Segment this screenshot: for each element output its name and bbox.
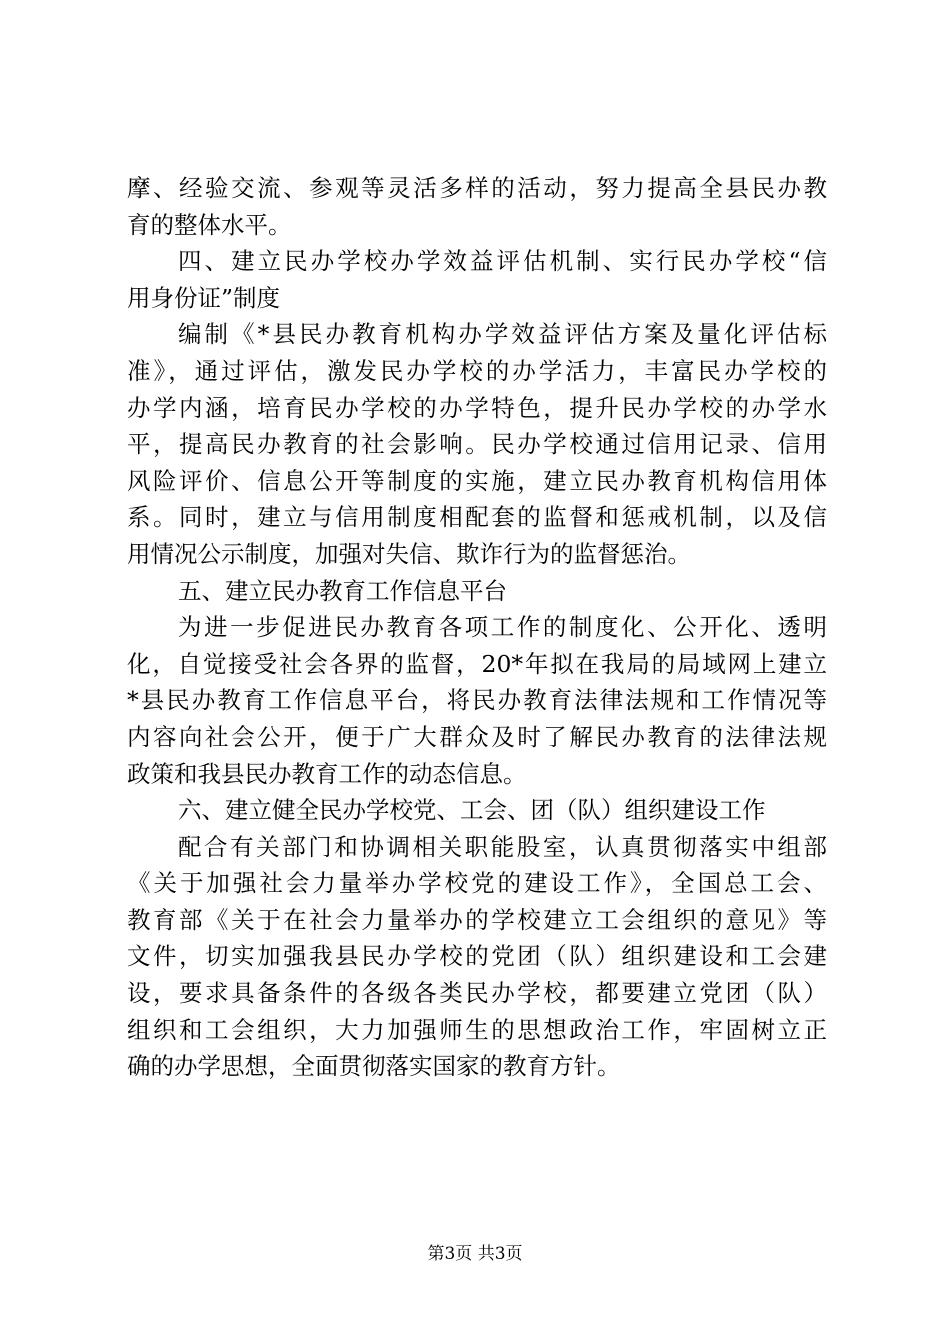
paragraph-line: 办学内涵，培育民办学校的办学特色，提升民办学校的办学水 [127, 393, 827, 422]
section-heading-line: 用身份证”制度 [127, 283, 281, 312]
paragraph-line: 政策和我县民办教育工作的动态信息。 [127, 759, 527, 788]
paragraph-line: 准》，通过评估，激发民办学校的办学活力，丰富民办学校的 [127, 356, 827, 385]
paragraph-line: 化，自觉接受社会各界的监督，20*年拟在我局的局域网上建立 [127, 649, 827, 678]
paragraph-line: 风险评价、信息公开等制度的实施，建立民办教育机构信用体 [127, 466, 827, 495]
paragraph-line: 教育部《关于在社会力量举办的学校建立工会组织的意见》等 [127, 905, 827, 934]
paragraph-line: *县民办教育工作信息平台，将民办教育法律法规和工作情况等 [127, 686, 827, 715]
paragraph-line: 平，提高民办教育的社会影响。民办学校通过信用记录、信用 [127, 430, 827, 459]
paragraph-line: 编制《*县民办教育机构办学效益评估方案及量化评估标 [178, 320, 827, 349]
section-heading-line: 四、建立民办学校办学效益评估机制、实行民办学校“信 [178, 247, 827, 276]
paragraph-line: 为进一步促进民办教育各项工作的制度化、公开化、透明 [178, 613, 827, 642]
paragraph-line: 用情况公示制度，加强对失信、欺诈行为的监督惩治。 [127, 539, 691, 568]
section-heading-line: 六、建立健全民办学校党、工会、团（队）组织建设工作 [178, 796, 766, 825]
paragraph-line: 内容向社会公开，便于广大群众及时了解民办教育的法律法规 [127, 722, 827, 751]
document-body [127, 170, 827, 1085]
paragraph-line: 育的整体水平。 [127, 210, 292, 239]
paragraph-line: 文件，切实加强我县民办学校的党团（队）组织建设和工会建 [127, 942, 827, 971]
paragraph-line: 配合有关部门和协调相关职能股室，认真贯彻落实中组部 [178, 832, 827, 861]
section-heading-line: 五、建立民办教育工作信息平台 [178, 576, 507, 605]
paragraph-line: 设，要求具备条件的各级各类民办学校，都要建立党团（队） [127, 979, 827, 1008]
page-number-footer: 第3页 共3页 [427, 1244, 523, 1264]
paragraph-line: 确的办学思想，全面贯彻落实国家的教育方针。 [127, 1052, 621, 1081]
paragraph-line: 组织和工会组织，大力加强师生的思想政治工作，牢固树立正 [127, 1015, 827, 1044]
paragraph-line: 摩、经验交流、参观等灵活多样的活动，努力提高全县民办教 [127, 174, 827, 202]
paragraph-line: 系。同时，建立与信用制度相配套的监督和惩戒机制，以及信 [127, 503, 827, 532]
paragraph-line: 《关于加强社会力量举办学校党的建设工作》，全国总工会、 [127, 869, 827, 898]
